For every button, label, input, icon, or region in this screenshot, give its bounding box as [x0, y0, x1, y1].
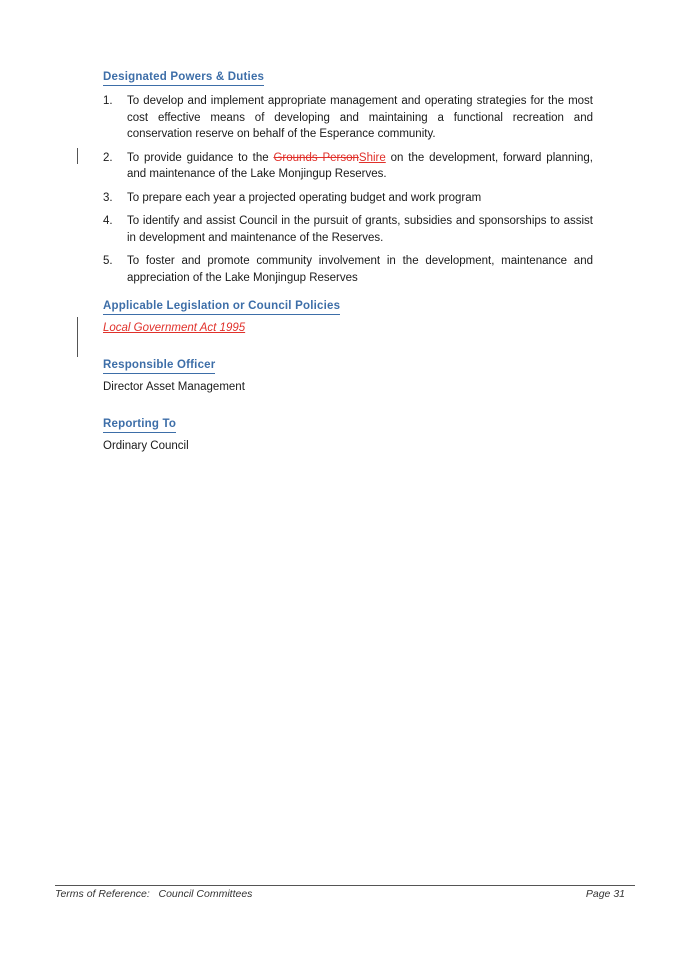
deleted-text: Grounds Person: [273, 151, 359, 164]
list-item: [103, 213, 593, 246]
reporting-text: Ordinary Council: [103, 440, 189, 452]
inserted-text: Shire: [358, 151, 386, 164]
change-bar: [77, 317, 78, 357]
list-item-text-suffix: on the development, forward planning, and maintenance of the Lake Monjingup Reserves.: [127, 151, 593, 180]
duties-list: [103, 93, 593, 293]
section-heading-powers: Designated Powers & Duties: [103, 70, 264, 86]
section-heading-reporting: Reporting To: [103, 417, 176, 433]
list-item: [103, 253, 593, 286]
list-item: [103, 190, 593, 207]
footer-rule: [55, 885, 635, 886]
page-number: Page 31: [585, 888, 625, 900]
list-item-text: To prepare each year a projected operating budget and work program: [127, 191, 482, 204]
section-heading-legislation: Applicable Legislation or Council Policies: [103, 299, 340, 315]
list-item: [103, 93, 593, 143]
list-number: 2.: [103, 151, 113, 164]
section-heading-officer: Responsible Officer: [103, 358, 215, 374]
list-number: 1.: [103, 95, 113, 107]
change-bar: [77, 148, 78, 164]
list-number: 4.: [103, 215, 113, 227]
legislation-link[interactable]: Local Government Act 1995: [103, 322, 246, 334]
officer-text: Director Asset Management: [103, 381, 245, 393]
list-item-text-prefix: To provide guidance to the: [127, 151, 274, 164]
list-item-text: To identify and assist Council in the pursuit of grants, subsidies and sponsorships to assist in development and maintenance of the Reserves.: [127, 215, 593, 244]
list-item-text: To foster and promote community involvement in the development, maintenance and appreciation of the Lake Monjingup Reserves: [127, 255, 593, 284]
list-number: 5.: [103, 255, 113, 267]
list-item-text: To develop and implement appropriate management and operating strategies for the most cost effective means of developing and maintaining a functional recreation and conservation reserve on behalf of the Esperance community.: [127, 95, 593, 140]
list-number: 3.: [103, 191, 113, 204]
footer-title: Terms of Reference: Council Committees: [55, 888, 253, 900]
list-item: [103, 150, 593, 183]
